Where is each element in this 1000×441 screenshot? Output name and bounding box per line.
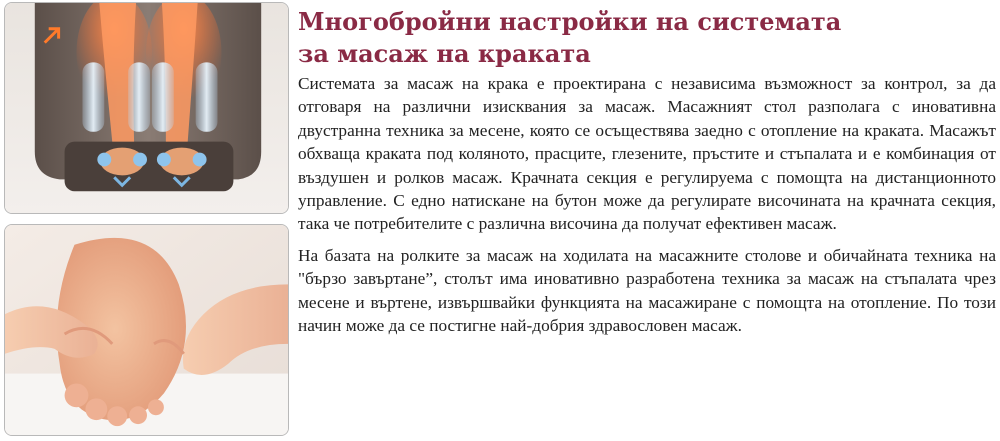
foot-massage-illustration — [5, 225, 288, 435]
title-line-2: за масаж на краката — [298, 39, 591, 68]
massage-chair-illustration — [5, 3, 288, 213]
paragraph-1: Системата за масаж на крака е проектирана с независима възможност за контрол, за да отговаря на различни изисквания за масаж. Масажният стол разполага с иновативна двустранна техника за месене, която се осъществява заедно с отопление на краката. Масажът обхваща краката под коляното, прасците, глезените, пръстите и стъпалата и е комбинация от въздушен и ролков масаж. Крачната секция е регулируема с помощта на дистанционното управление. С едно натискане на бутон може да регулирате височината на крачната секция, така че потребителите с различна височина да получат ефективен масаж. — [298, 74, 996, 234]
content-column — [298, 6, 996, 337]
massage-chair-feet-image — [4, 2, 289, 214]
foot-massage-photo — [4, 224, 289, 436]
paragraph-2: На базата на ролките за масаж на ходилата на масажните столове и обичайната техника на "бързо завъртане”, столът има иновативно разработена техника за масаж на стъпалата чрез месене и въртене, извършвайки функцията на масажиране с помощта на отопление. По този начин може да се постигне най-добрия здравословен масаж. — [298, 245, 996, 336]
page-title — [298, 6, 996, 70]
title-line-1: Многобройни настройки на системата — [298, 7, 842, 36]
